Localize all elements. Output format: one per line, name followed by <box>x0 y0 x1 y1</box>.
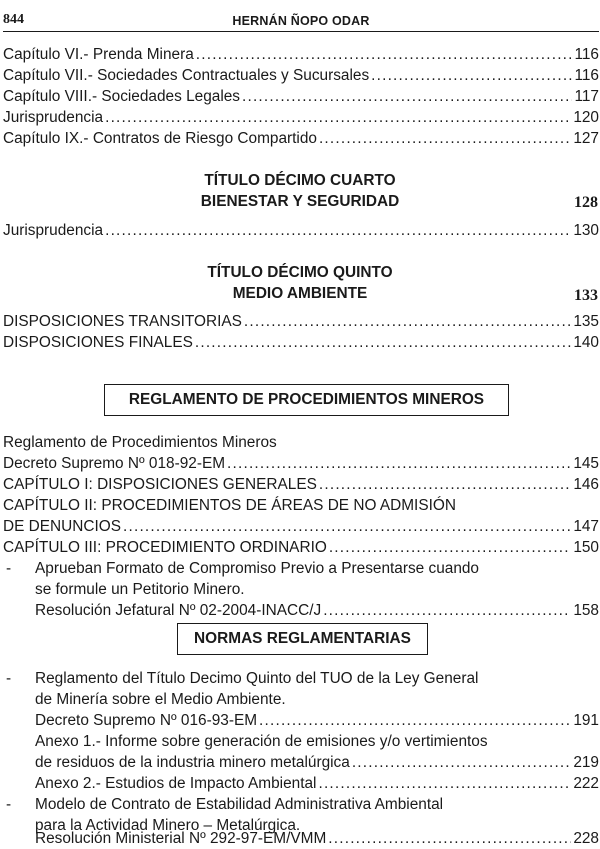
list-item-line: se formule un Petitorio Minero. <box>35 581 245 598</box>
section-title-page: 133 <box>574 287 598 304</box>
toc-entry: Jurisprudencia ..... 120 <box>3 108 599 128</box>
normas-box-title: NORMAS REGLAMENTARIAS <box>177 623 428 655</box>
page-header <box>3 9 599 32</box>
toc-entry: DISPOSICIONES TRANSITORIAS ..... 135 <box>3 312 599 332</box>
toc-entry: Resolución Ministerial Nº 292-97-EM/VMM ..... 228 <box>35 829 599 849</box>
chapter-line: CAPÍTULO II: PROCEDIMIENTOS DE ÁREAS DE NO ADMISIÓN <box>3 497 456 514</box>
toc-entry: de residuos de la industria minero metalúrgica ..... 219 <box>35 753 599 773</box>
list-item-line: Reglamento del Título Decimo Quinto del TUO de la Ley General <box>35 670 479 687</box>
toc-entry: DE DENUNCIOS ..... 147 <box>3 517 599 537</box>
reglamento-intro: Reglamento de Procedimientos Mineros <box>3 434 277 451</box>
section-title-line2: BIENESTAR Y SEGURIDAD <box>200 193 400 210</box>
list-item-line: para la Actividad Minero – Metalúrgica. <box>35 817 301 834</box>
toc-entry: DISPOSICIONES FINALES ..... 140 <box>3 333 599 353</box>
running-head: HERNÁN ÑOPO ODAR <box>232 14 370 28</box>
toc-entry: Anexo 2.- Estudios de Impacto Ambiental ..... 222 <box>35 774 599 794</box>
toc-entry: Capítulo VIII.- Sociedades Legales ..... 117 <box>3 87 599 107</box>
section-title-line1: TÍTULO DÉCIMO QUINTO <box>207 264 393 281</box>
list-bullet: - <box>6 796 12 813</box>
list-bullet: - <box>6 670 12 687</box>
list-item-line: Aprueban Formato de Compromiso Previo a Presentarse cuando <box>35 560 479 577</box>
toc-entry: Decreto Supremo Nº 016-93-EM ..... 191 <box>35 711 599 731</box>
toc-entry: Capítulo VII.- Sociedades Contractuales y Sucursales ..... 116 <box>3 66 599 86</box>
toc-entry: Capítulo VI.- Prenda Minera ..... 116 <box>3 45 599 65</box>
list-item-line: Modelo de Contrato de Estabilidad Administrativa Ambiental <box>35 796 444 813</box>
toc-entry: Capítulo IX.- Contratos de Riesgo Compartido ..... 127 <box>3 129 599 149</box>
reglamento-box-title: REGLAMENTO DE PROCEDIMIENTOS MINEROS <box>104 384 509 416</box>
toc-entry: Resolución Jefatural Nº 02-2004-INACC/J ..... 158 <box>35 601 599 621</box>
toc-entry: CAPÍTULO III: PROCEDIMIENTO ORDINARIO ..... 150 <box>3 538 599 558</box>
list-bullet: - <box>6 560 12 577</box>
section-title-line1: TÍTULO DÉCIMO CUARTO <box>204 172 396 189</box>
toc-entry: Jurisprudencia ..... 130 <box>3 221 599 241</box>
list-item-line: de Minería sobre el Medio Ambiente. <box>35 691 286 708</box>
section-title-line2: MEDIO AMBIENTE <box>232 285 368 302</box>
list-item-line: Anexo 1.- Informe sobre generación de emisiones y/o vertimientos <box>35 733 488 750</box>
toc-entry: CAPÍTULO I: DISPOSICIONES GENERALES ..... 146 <box>3 475 599 495</box>
section-title-page: 128 <box>574 194 598 211</box>
toc-entry: Decreto Supremo Nº 018-92-EM ..... 145 <box>3 454 599 474</box>
page-number: 844 <box>3 12 24 27</box>
